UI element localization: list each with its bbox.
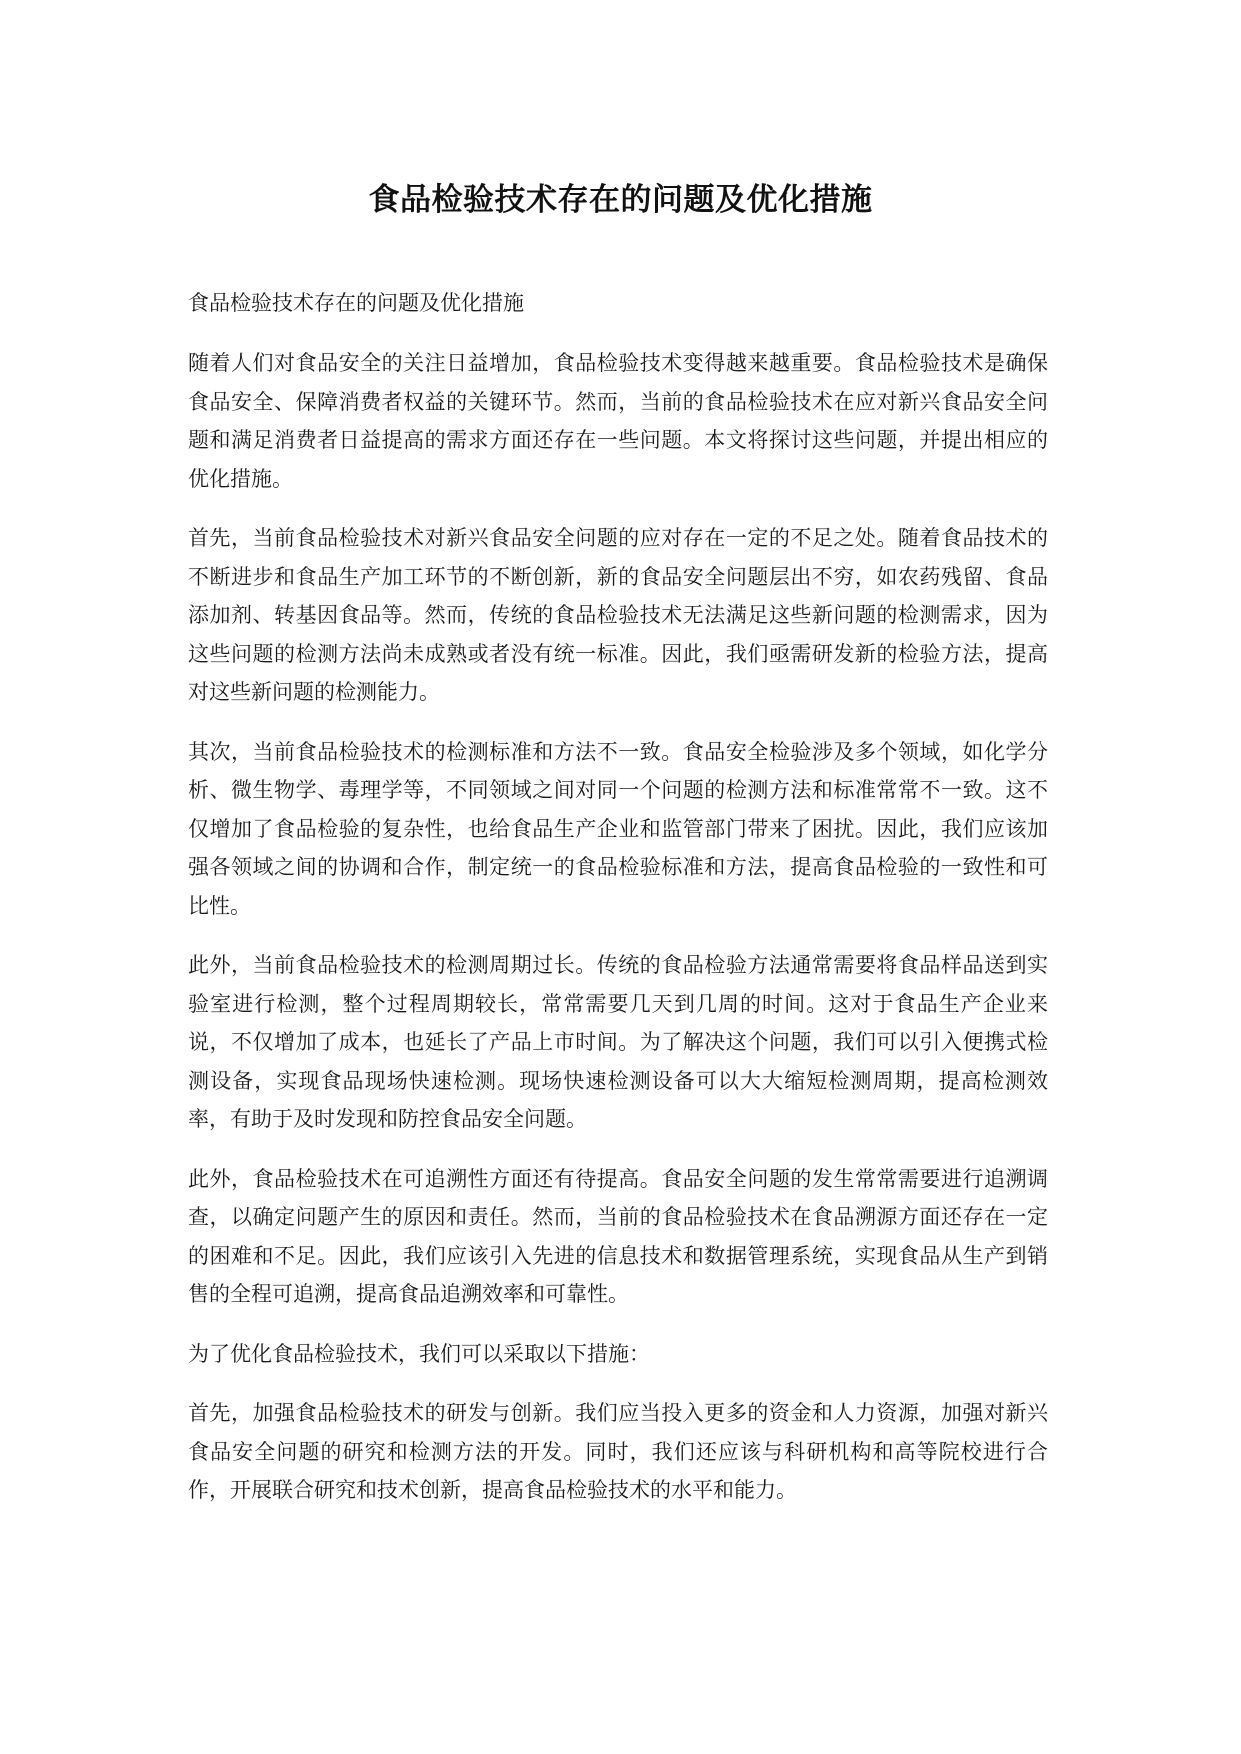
- paragraph-long-cycle: 此外，当前食品检验技术的检测周期过长。传统的食品检验方法通常需要将食品样品送到实验室进行检测，整个过程周期较长，常常需要几天到几周的时间。这对于食品生产企业来说，不仅增加了成本，也延长了产品上市时间。为了解决这个问题，我们可以引入便携式检测设备，实现食品现场快速检测。现场快速检测设备可以大大缩短检测周期，提高检测效率，有助于及时发现和防控食品安全问题。: [188, 953, 1048, 1131]
- document-body: [188, 284, 1048, 1531]
- paragraph-emerging-issues: 首先，当前食品检验技术对新兴食品安全问题的应对存在一定的不足之处。随着食品技术的不断进步和食品生产加工环节的不断创新，新的食品安全问题层出不穷，如农药残留、食品添加剂、转基因食品等。然而，传统的食品检验技术无法满足这些新问题的检测需求，因为这些问题的检测方法尚未成熟或者没有统一标准。因此，我们亟需研发新的检验方法，提高对这些新问题的检测能力。: [188, 526, 1048, 704]
- paragraph-traceability: 此外，食品检验技术在可追溯性方面还有待提高。食品安全问题的发生常常需要进行追溯调查，以确定问题产生的原因和责任。然而，当前的食品检验技术在食品溯源方面还存在一定的困难和不足。因此，我们应该引入先进的信息技术和数据管理系统，实现食品从生产到销售的全程可追溯，提高食品追溯效率和可靠性。: [188, 1166, 1048, 1306]
- paragraph-measure-rd: 首先，加强食品检验技术的研发与创新。我们应当投入更多的资金和人力资源，加强对新兴食品安全问题的研究和检测方法的开发。同时，我们还应该与科研机构和高等院校进行合作，开展联合研究和技术创新，提高食品检验技术的水平和能力。: [188, 1401, 1048, 1502]
- paragraph-inconsistent-standards: 其次，当前食品检验技术的检测标准和方法不一致。食品安全检验涉及多个领域，如化学分析、微生物学、毒理学等，不同领域之间对同一个问题的检测方法和标准常常不一致。这不仅增加了食品检验的复杂性，也给食品生产企业和监管部门带来了困扰。因此，我们应该加强各领域之间的协调和合作，制定统一的食品检验标准和方法，提高食品检验的一致性和可比性。: [188, 739, 1048, 918]
- document-subtitle: 食品检验技术存在的问题及优化措施: [188, 291, 524, 315]
- document-title: 食品检验技术存在的问题及优化措施: [368, 182, 873, 218]
- paragraph-measures-intro: 为了优化食品检验技术，我们可以采取以下措施：: [188, 1341, 650, 1366]
- paragraph-intro: 随着人们对食品安全的关注日益增加，食品检验技术变得越来越重要。食品检验技术是确保食品安全、保障消费者权益的关键环节。然而，当前的食品检验技术在应对新兴食品安全问题和满足消费者日益提高的需求方面还存在一些问题。本文将探讨这些问题，并提出相应的优化措施。: [188, 351, 1048, 491]
